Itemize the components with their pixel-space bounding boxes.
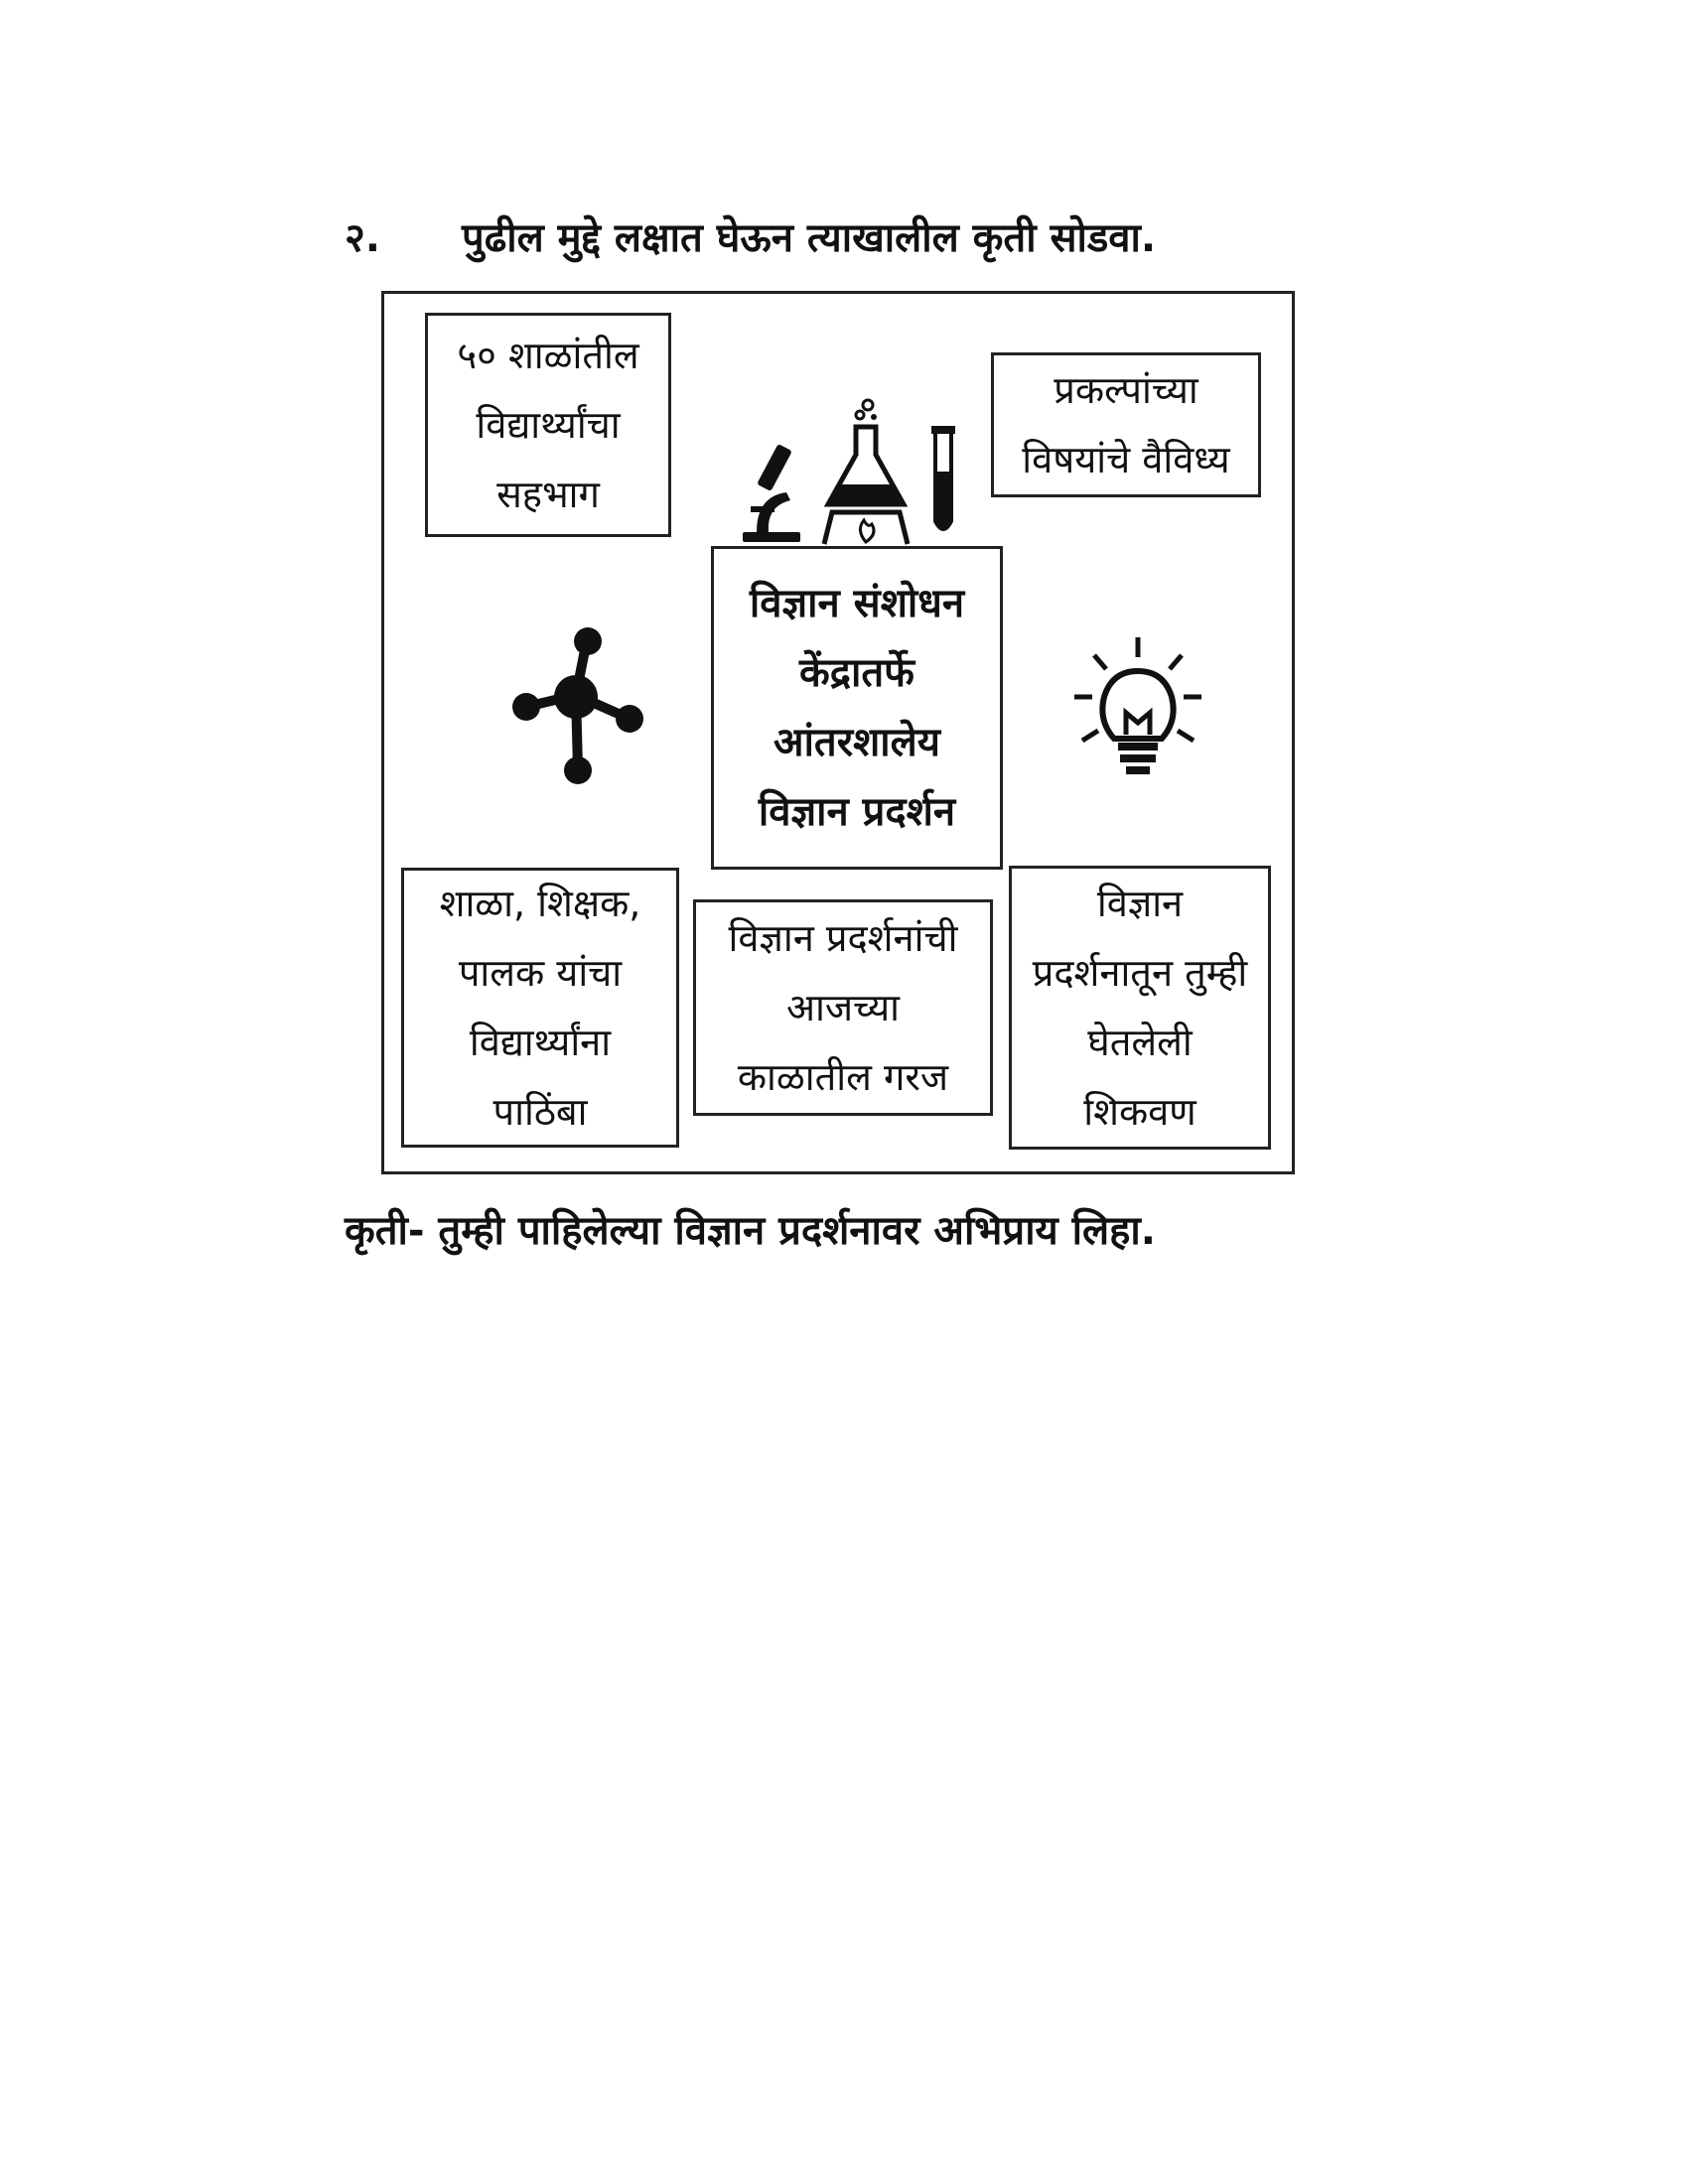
box-lesson: विज्ञान प्रदर्शनातून तुम्ही घेतलेली शिकवण [1009, 866, 1271, 1150]
box-main-title: विज्ञान संशोधन केंद्रातर्फे आंतरशालेय विज्ञान प्रदर्शन [711, 546, 1003, 870]
microscope-icon [737, 437, 806, 546]
flask-icon [816, 397, 915, 546]
box-project-diversity: प्रकल्पांच्या विषयांचे वैविध्य [991, 352, 1261, 497]
activity-instruction: कृती- तुम्ही पाहिलेल्या विज्ञान प्रदर्शनावर अभिप्राय लिहा. [345, 1208, 1156, 1254]
question-title: पुढील मुद्दे लक्षात घेऊन त्याखालील कृती सोडवा. [462, 215, 1157, 261]
question-number: २. [345, 215, 380, 261]
box-support: शाळा, शिक्षक, पालक यांचा विद्यार्थ्यांना पाठिंबा [401, 868, 679, 1148]
test-tube-icon [923, 422, 963, 541]
lightbulb-icon [1068, 635, 1207, 784]
box-need: विज्ञान प्रदर्शनांची आजच्या काळातील गरज [693, 899, 993, 1116]
box-participation: ५० शाळांतील विद्यार्थ्यांचा सहभाग [425, 313, 671, 537]
molecule-icon [506, 625, 645, 794]
